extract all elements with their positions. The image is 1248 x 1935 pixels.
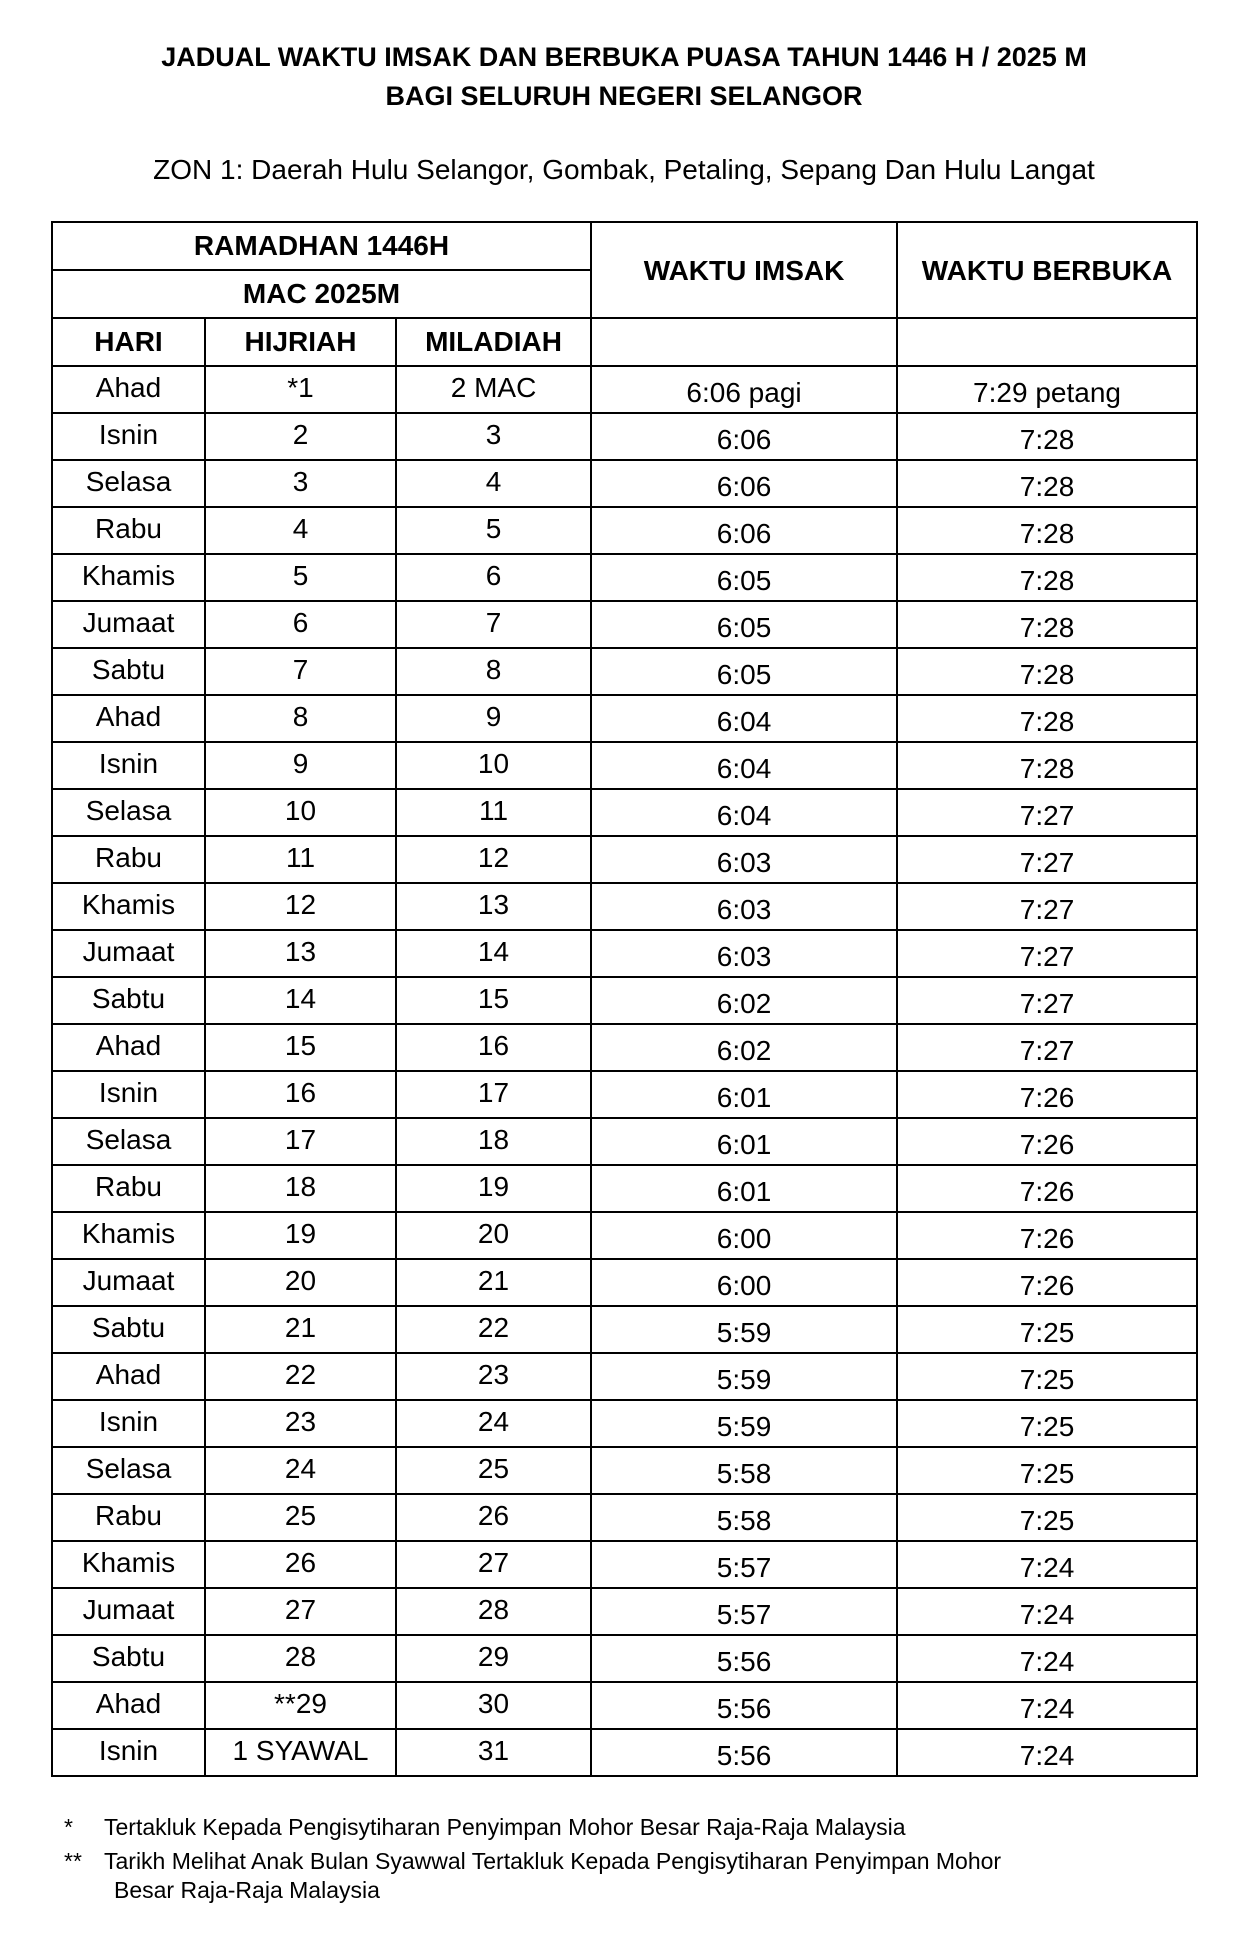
cell-miladiah: 10 [396,742,591,789]
footnote-1-text: Tertakluk Kepada Pengisytiharan Penyimpan Mohor Besar Raja-Raja Malaysia [104,1814,906,1840]
cell-miladiah: 3 [396,413,591,460]
cell-imsak: 6:04 [591,789,897,836]
cell-berbuka: 7:28 [897,601,1197,648]
table-row [52,883,1197,930]
cell-miladiah: 22 [396,1306,591,1353]
cell-berbuka: 7:28 [897,507,1197,554]
footnote-1-mark: * [64,1814,73,1840]
cell-berbuka: 7:26 [897,1165,1197,1212]
table-row [52,789,1197,836]
cell-berbuka: 7:25 [897,1353,1197,1400]
table-row [52,1400,1197,1447]
table-row [52,1447,1197,1494]
cell-berbuka: 7:28 [897,742,1197,789]
header-imsak: WAKTU IMSAK [591,222,897,318]
cell-hari: Isnin [52,1071,205,1118]
cell-hari: Selasa [52,460,205,507]
cell-miladiah: 17 [396,1071,591,1118]
cell-hari: Rabu [52,1165,205,1212]
cell-miladiah: 26 [396,1494,591,1541]
cell-hijriah: 10 [205,789,396,836]
cell-hari: Sabtu [52,1635,205,1682]
footnote-1 [64,1813,906,1842]
cell-miladiah: 28 [396,1588,591,1635]
cell-hijriah: 12 [205,883,396,930]
cell-hijriah: 3 [205,460,396,507]
cell-berbuka: 7:27 [897,977,1197,1024]
cell-hari: Selasa [52,1447,205,1494]
cell-hijriah: 2 [205,413,396,460]
cell-hijriah: 27 [205,1588,396,1635]
header-imsak-blank [591,318,897,366]
cell-imsak: 6:01 [591,1165,897,1212]
cell-hari: Sabtu [52,1306,205,1353]
header-hari: HARI [52,318,205,366]
cell-miladiah: 11 [396,789,591,836]
cell-hijriah: 8 [205,695,396,742]
cell-miladiah: 24 [396,1400,591,1447]
cell-miladiah: 23 [396,1353,591,1400]
header-hijriah: HIJRIAH [205,318,396,366]
table-row [52,460,1197,507]
cell-berbuka: 7:28 [897,460,1197,507]
cell-imsak: 5:56 [591,1682,897,1729]
table-row [52,742,1197,789]
cell-imsak: 6:05 [591,601,897,648]
cell-berbuka: 7:26 [897,1259,1197,1306]
cell-imsak: 5:56 [591,1729,897,1776]
table-row [52,1071,1197,1118]
header-miladiah: MILADIAH [396,318,591,366]
table-row [52,695,1197,742]
footnote-2 [64,1847,1001,1876]
schedule-table [51,221,1198,1777]
cell-miladiah: 20 [396,1212,591,1259]
cell-imsak: 6:02 [591,977,897,1024]
cell-hijriah: 22 [205,1353,396,1400]
cell-berbuka: 7:24 [897,1729,1197,1776]
table-row [52,1494,1197,1541]
cell-imsak: 5:58 [591,1447,897,1494]
cell-imsak: 6:06 [591,460,897,507]
cell-hijriah: 6 [205,601,396,648]
cell-miladiah: 13 [396,883,591,930]
cell-hijriah: 4 [205,507,396,554]
table-row [52,413,1197,460]
cell-hari: Khamis [52,554,205,601]
cell-hari: Jumaat [52,930,205,977]
cell-hari: Isnin [52,1400,205,1447]
cell-miladiah: 31 [396,1729,591,1776]
cell-berbuka: 7:27 [897,836,1197,883]
cell-hijriah: 24 [205,1447,396,1494]
cell-hari: Rabu [52,1494,205,1541]
table-row [52,1024,1197,1071]
cell-berbuka: 7:25 [897,1447,1197,1494]
cell-miladiah: 9 [396,695,591,742]
cell-imsak: 6:00 [591,1212,897,1259]
cell-hari: Jumaat [52,601,205,648]
cell-hijriah: 28 [205,1635,396,1682]
table-row [52,1588,1197,1635]
cell-berbuka: 7:25 [897,1494,1197,1541]
cell-hari: Rabu [52,507,205,554]
cell-berbuka: 7:27 [897,883,1197,930]
cell-hari: Ahad [52,1024,205,1071]
cell-imsak: 5:56 [591,1635,897,1682]
table-row [52,1165,1197,1212]
cell-miladiah: 5 [396,507,591,554]
cell-berbuka: 7:24 [897,1588,1197,1635]
cell-berbuka: 7:27 [897,789,1197,836]
header-berbuka: WAKTU BERBUKA [897,222,1197,318]
cell-imsak: 6:03 [591,836,897,883]
cell-hari: Jumaat [52,1259,205,1306]
cell-berbuka: 7:27 [897,930,1197,977]
cell-hijriah: 26 [205,1541,396,1588]
cell-imsak: 6:03 [591,883,897,930]
cell-berbuka: 7:26 [897,1071,1197,1118]
cell-berbuka: 7:27 [897,1024,1197,1071]
cell-hijriah: 20 [205,1259,396,1306]
cell-miladiah: 30 [396,1682,591,1729]
cell-berbuka: 7:28 [897,554,1197,601]
cell-imsak: 6:00 [591,1259,897,1306]
cell-imsak: 5:59 [591,1400,897,1447]
table-row [52,648,1197,695]
cell-miladiah: 2 MAC [396,366,591,413]
cell-hijriah: 13 [205,930,396,977]
cell-hari: Jumaat [52,1588,205,1635]
cell-hijriah: 7 [205,648,396,695]
footnote-2-mark: ** [64,1848,82,1874]
cell-hijriah: 14 [205,977,396,1024]
cell-miladiah: 8 [396,648,591,695]
cell-hijriah: 19 [205,1212,396,1259]
cell-miladiah: 25 [396,1447,591,1494]
table-row [52,1306,1197,1353]
cell-imsak: 6:01 [591,1118,897,1165]
cell-imsak: 6:05 [591,648,897,695]
cell-hijriah: 23 [205,1400,396,1447]
cell-hari: Isnin [52,742,205,789]
cell-hijriah: **29 [205,1682,396,1729]
cell-miladiah: 29 [396,1635,591,1682]
table-row [52,601,1197,648]
cell-hari: Ahad [52,695,205,742]
table-row [52,977,1197,1024]
cell-imsak: 5:58 [591,1494,897,1541]
cell-miladiah: 4 [396,460,591,507]
cell-hijriah: 17 [205,1118,396,1165]
cell-hari: Ahad [52,1682,205,1729]
cell-hijriah: 15 [205,1024,396,1071]
cell-hari: Selasa [52,789,205,836]
zone-description: ZON 1: Daerah Hulu Selangor, Gombak, Petaling, Sepang Dan Hulu Langat [153,154,1095,185]
cell-hijriah: 5 [205,554,396,601]
table-row [52,507,1197,554]
cell-berbuka: 7:25 [897,1400,1197,1447]
table-row [52,1212,1197,1259]
table-row [52,1259,1197,1306]
cell-imsak: 6:04 [591,742,897,789]
table-row [52,1729,1197,1776]
table-row [52,366,1197,413]
cell-hari: Khamis [52,1212,205,1259]
footnote-2-continued: Besar Raja-Raja Malaysia [114,1877,380,1903]
cell-imsak: 5:59 [591,1353,897,1400]
cell-berbuka: 7:25 [897,1306,1197,1353]
table-row [52,1541,1197,1588]
footnote-2-text: Tarikh Melihat Anak Bulan Syawwal Tertakluk Kepada Pengisytiharan Penyimpan Mohor [104,1848,1002,1874]
header-mac: MAC 2025M [52,270,591,318]
table-row [52,1682,1197,1729]
page-title: JADUAL WAKTU IMSAK DAN BERBUKA PUASA TAHUN 1446 H / 2025 M [161,42,1087,72]
cell-miladiah: 16 [396,1024,591,1071]
cell-imsak: 6:04 [591,695,897,742]
cell-hari: Isnin [52,1729,205,1776]
cell-hari: Khamis [52,883,205,930]
cell-imsak: 6:06 pagi [591,366,897,413]
cell-hari: Khamis [52,1541,205,1588]
cell-berbuka: 7:26 [897,1212,1197,1259]
cell-miladiah: 7 [396,601,591,648]
cell-hijriah: 21 [205,1306,396,1353]
cell-berbuka: 7:28 [897,648,1197,695]
cell-berbuka: 7:28 [897,695,1197,742]
cell-berbuka: 7:28 [897,413,1197,460]
cell-hari: Ahad [52,366,205,413]
cell-imsak: 6:05 [591,554,897,601]
header-ramadhan: RAMADHAN 1446H [52,222,591,270]
cell-miladiah: 14 [396,930,591,977]
cell-miladiah: 18 [396,1118,591,1165]
cell-imsak: 6:06 [591,507,897,554]
cell-berbuka: 7:24 [897,1635,1197,1682]
cell-hijriah: 18 [205,1165,396,1212]
table-row [52,930,1197,977]
cell-berbuka: 7:26 [897,1118,1197,1165]
cell-hijriah: 25 [205,1494,396,1541]
cell-hari: Sabtu [52,648,205,695]
cell-imsak: 6:01 [591,1071,897,1118]
cell-miladiah: 15 [396,977,591,1024]
cell-hijriah: 16 [205,1071,396,1118]
cell-miladiah: 6 [396,554,591,601]
page-subtitle: BAGI SELURUH NEGERI SELANGOR [385,81,863,111]
cell-berbuka: 7:24 [897,1541,1197,1588]
header-berbuka-blank [897,318,1197,366]
cell-hari: Rabu [52,836,205,883]
cell-imsak: 5:57 [591,1588,897,1635]
table-row [52,1353,1197,1400]
cell-berbuka: 7:24 [897,1682,1197,1729]
cell-hijriah: *1 [205,366,396,413]
cell-miladiah: 19 [396,1165,591,1212]
schedule-rows [52,366,1197,1776]
table-row [52,554,1197,601]
cell-hari: Sabtu [52,977,205,1024]
cell-hari: Ahad [52,1353,205,1400]
cell-imsak: 5:59 [591,1306,897,1353]
cell-hijriah: 9 [205,742,396,789]
cell-miladiah: 27 [396,1541,591,1588]
cell-miladiah: 12 [396,836,591,883]
table-row [52,836,1197,883]
cell-hijriah: 11 [205,836,396,883]
cell-miladiah: 21 [396,1259,591,1306]
cell-hari: Selasa [52,1118,205,1165]
cell-imsak: 6:03 [591,930,897,977]
table-row [52,1118,1197,1165]
cell-berbuka: 7:29 petang [897,366,1197,413]
cell-imsak: 6:06 [591,413,897,460]
cell-hijriah: 1 SYAWAL [205,1729,396,1776]
cell-imsak: 5:57 [591,1541,897,1588]
table-row [52,1635,1197,1682]
cell-imsak: 6:02 [591,1024,897,1071]
cell-hari: Isnin [52,413,205,460]
